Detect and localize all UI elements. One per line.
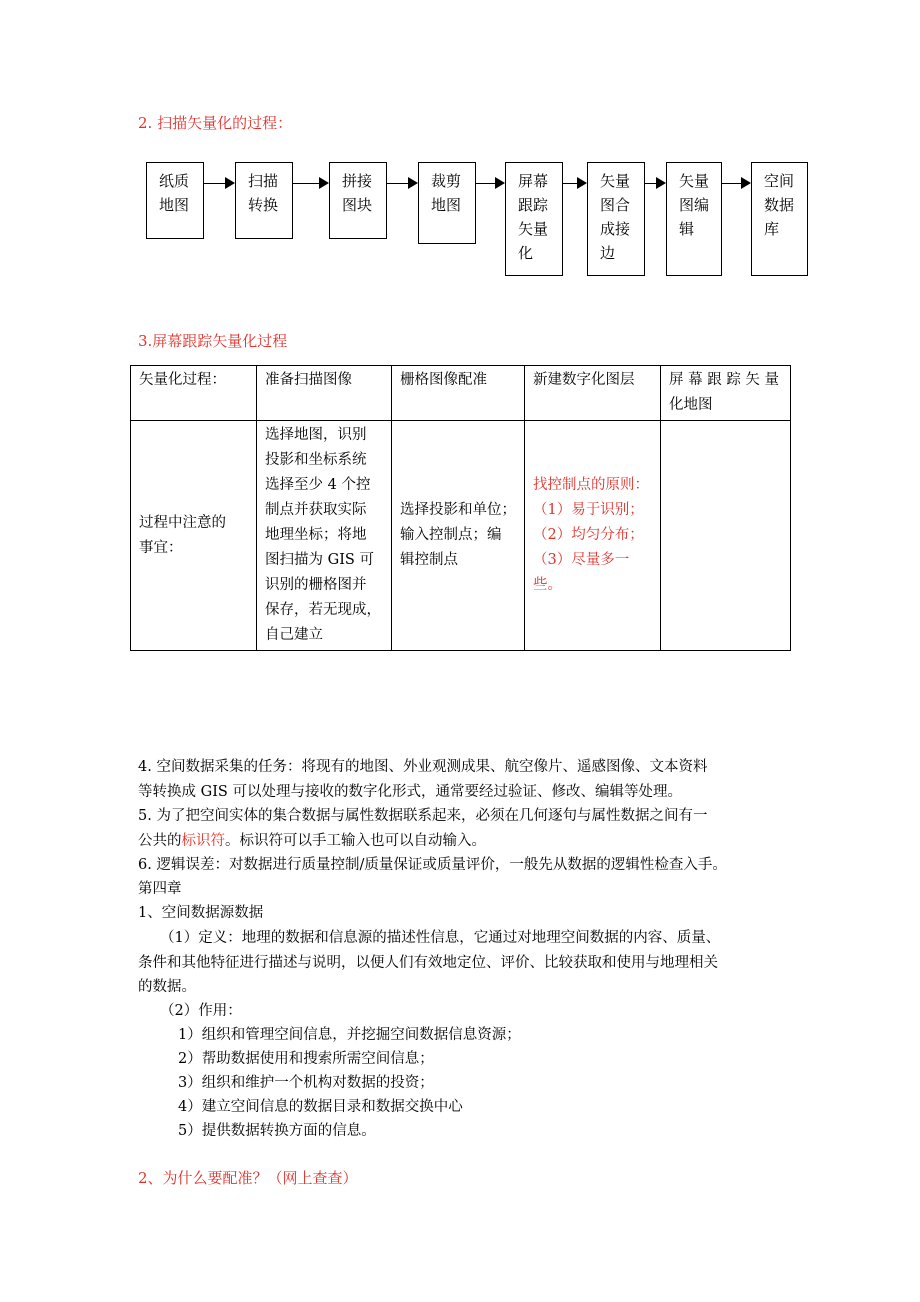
definition-paragraph: （1）定义：地理的数据和信息源的描述性信息，它通过对地理空间数据的内容、质量、 条件和其他特征进行描述与说明，以便人们有效地定位、评价、比较获取和使用与地理相关 的数据。 — [138, 930, 721, 995]
flow-box-vector-edit: 矢量 图编 辑 — [666, 162, 722, 276]
uses-title: （2）作用： — [160, 1003, 242, 1019]
header-new-layer: 新建数字化图层 — [533, 372, 635, 388]
flow-arrow-head-icon — [408, 177, 418, 189]
paragraph-5 — [138, 804, 707, 853]
flow-arrow-head-icon — [319, 177, 329, 189]
use-item: 3）组织和维护一个机构对数据的投资； — [178, 1075, 434, 1091]
paragraph-4: 4. 空间数据采集的任务：将现有的地图、外业观测成果、航空像片、遥感图像、文本资料 等转换成 GIS 可以处理与接收的数字化形式，通常要经过验证、修改、编辑等处理。 — [138, 759, 708, 800]
table-header-cell — [131, 366, 257, 421]
cell-prepare: 选择地图，识别 投影和坐标系统 选择至少 4 个控 制点并获取实际 地理坐标；将地 图扫描为 GIS 可 识别的栅格图并 保存，若无现成， 自己建立 — [265, 427, 381, 643]
table-header-cell — [525, 366, 661, 421]
flow-arrow-head-icon — [656, 177, 666, 189]
flow-arrow-head-icon — [225, 177, 235, 189]
table-header-cell — [392, 366, 525, 421]
paragraph-5-rest: 。标识符可以手工输入也可以自动输入。 — [225, 832, 486, 849]
flow-arrow-line — [387, 183, 409, 184]
table-cell — [131, 421, 257, 651]
table-header-row — [131, 366, 791, 421]
flow-arrow-head-icon — [495, 177, 505, 189]
use-item: 2）帮助数据使用和搜索所需空间信息； — [178, 1051, 434, 1067]
flow-arrow-line — [563, 183, 578, 184]
vectorization-table — [130, 365, 791, 651]
identifier-term: 标识符 — [181, 832, 225, 849]
flow-box-scan-convert: 扫描 转换 — [235, 162, 293, 239]
section-3-heading: 3.屏幕跟踪矢量化过程 — [138, 332, 288, 350]
flow-box-paper-map: 纸质 地图 — [146, 162, 204, 239]
flow-box-clip-map: 裁剪 地图 — [418, 162, 476, 244]
paragraph-6: 6. 逻辑误差：对数据进行质量控制/质量保证或质量评价，一般先从数据的逻辑性检查入手。 — [138, 857, 727, 873]
flow-arrow-head-icon — [577, 177, 587, 189]
section-2-heading: 2. 扫描矢量化的过程： — [138, 114, 293, 132]
flow-arrow-line — [476, 183, 496, 184]
flow-box-screen-trace: 屏幕 跟踪 矢量 化 — [505, 162, 563, 276]
use-item: 1）组织和管理空间信息，并挖掘空间数据信息资源； — [178, 1027, 521, 1043]
header-trace: 屏 幕 跟 踪 矢 量 化地图 — [669, 372, 780, 413]
flow-box-stitch-tiles: 拼接 图块 — [329, 162, 387, 239]
header-prepare: 准备扫描图像 — [265, 372, 352, 388]
paragraph-5-text: 5. 为了把空间实体的集合数据与属性数据联系起来，必须在几何逐句与属性数据之间有一 公共的 — [138, 808, 708, 849]
chapter-title: 第四章 — [138, 881, 182, 897]
header-register: 栅格图像配准 — [400, 372, 487, 388]
cell-layer-item: （3）尽量多一些。 — [533, 552, 630, 593]
table-row — [131, 421, 791, 651]
use-item: 4）建立空间信息的数据目录和数据交换中心 — [178, 1099, 463, 1115]
cell-register: 选择投影和单位； 输入控制点；编 辑控制点 — [400, 502, 516, 568]
row-label: 过程中注意的 事宜： — [139, 514, 226, 556]
table-header-cell — [661, 366, 791, 421]
question-2: 2、为什么要配准？（网上查查） — [138, 1169, 358, 1187]
metadata-title: 1、空间数据源数据 — [138, 905, 264, 921]
flow-box-spatial-db: 空间 数据 库 — [751, 162, 808, 276]
table-cell — [661, 421, 791, 651]
cell-layer-item: （1）易于识别； — [533, 502, 644, 518]
cell-layer-title: 找控制点的原则： — [533, 477, 649, 493]
use-item: 5）提供数据转换方面的信息。 — [178, 1123, 376, 1139]
table-header-cell — [257, 366, 392, 421]
flow-arrow-head-icon — [741, 177, 751, 189]
table-cell — [392, 421, 525, 651]
table-cell — [525, 421, 661, 651]
flow-arrow-line — [204, 183, 226, 184]
cell-layer-item: （2）均匀分布； — [533, 527, 644, 543]
flow-box-vector-merge: 矢量 图合 成接 边 — [587, 162, 645, 276]
header-process: 矢量化过程： — [139, 372, 226, 388]
flow-arrow-line — [722, 183, 742, 184]
flow-arrow-line — [293, 183, 320, 184]
table-cell — [257, 421, 392, 651]
